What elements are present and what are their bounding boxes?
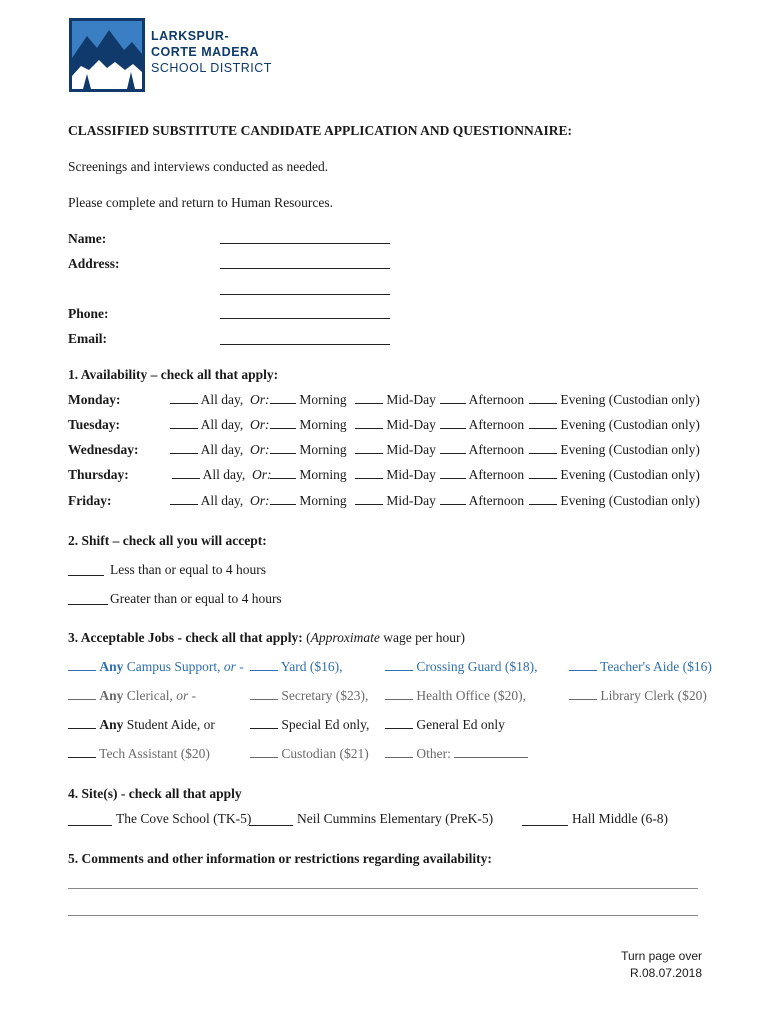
address-label: Address: bbox=[68, 256, 120, 271]
midday-friday[interactable] bbox=[355, 493, 436, 509]
midday-blank[interactable] bbox=[355, 467, 383, 479]
jobs-heading-rest: wage per hour) bbox=[379, 630, 465, 645]
midday-blank[interactable] bbox=[355, 392, 383, 404]
evening-blank[interactable] bbox=[529, 417, 557, 429]
morning-blank[interactable] bbox=[270, 392, 296, 404]
job-other[interactable] bbox=[385, 746, 528, 762]
afternoon-tuesday[interactable] bbox=[440, 417, 524, 433]
afternoon-thursday[interactable] bbox=[440, 467, 524, 483]
job-label: Teacher's Aide ($16) bbox=[600, 659, 712, 674]
afternoon-wednesday[interactable] bbox=[440, 442, 524, 458]
or-label: or - bbox=[176, 688, 197, 703]
morning-label: Morning bbox=[299, 493, 347, 508]
morning-monday[interactable] bbox=[270, 392, 347, 408]
all-day-thursday[interactable] bbox=[172, 467, 272, 483]
evening-label: Evening (Custodian only) bbox=[560, 417, 700, 432]
midday-label: Mid-Day bbox=[386, 493, 436, 508]
afternoon-label: Afternoon bbox=[468, 392, 525, 407]
morning-thursday[interactable] bbox=[270, 467, 347, 483]
evening-monday[interactable] bbox=[529, 392, 700, 408]
morning-label: Morning bbox=[299, 442, 347, 457]
comments-heading: 5. Comments and other information or restrictions regarding availability: bbox=[68, 851, 492, 866]
job-blank[interactable] bbox=[385, 717, 413, 729]
job-crossing-guard[interactable] bbox=[385, 659, 538, 675]
all-day-friday[interactable] bbox=[170, 493, 270, 509]
job-label: Crossing Guard ($18), bbox=[416, 659, 538, 674]
or-label: Or: bbox=[250, 392, 270, 407]
logo-line-2: CORTE MADERA bbox=[151, 45, 260, 59]
morning-friday[interactable] bbox=[270, 493, 347, 509]
or-label: or - bbox=[223, 659, 244, 674]
job-label: Health Office ($20), bbox=[416, 688, 526, 703]
job-any-clerical[interactable] bbox=[68, 688, 196, 704]
evening-blank[interactable] bbox=[529, 467, 557, 479]
day-label: Wednesday: bbox=[68, 442, 139, 457]
job-blank[interactable] bbox=[68, 659, 96, 671]
job-yard[interactable] bbox=[250, 659, 343, 675]
midday-blank[interactable] bbox=[355, 442, 383, 454]
midday-label: Mid-Day bbox=[386, 442, 436, 457]
comments-line-2[interactable] bbox=[68, 915, 698, 916]
or-label: Or: bbox=[252, 467, 272, 482]
morning-blank[interactable] bbox=[270, 442, 296, 454]
job-blank[interactable] bbox=[569, 659, 597, 671]
any-label: Any bbox=[99, 717, 124, 732]
all-day-label: All day, bbox=[202, 467, 246, 482]
job-any-campus-support[interactable] bbox=[68, 659, 244, 675]
afternoon-label: Afternoon bbox=[468, 493, 525, 508]
afternoon-blank[interactable] bbox=[440, 392, 466, 404]
day-label: Tuesday: bbox=[68, 417, 121, 432]
all-day-wednesday[interactable] bbox=[170, 442, 270, 458]
shift-long-label: Greater than or equal to 4 hours bbox=[110, 591, 282, 606]
day-monday bbox=[68, 392, 121, 408]
email-label: Email: bbox=[68, 331, 107, 346]
morning-label: Morning bbox=[299, 417, 347, 432]
site-neil-cummins-blank[interactable] bbox=[249, 825, 293, 826]
morning-blank[interactable] bbox=[270, 467, 296, 479]
shift-heading: 2. Shift – check all you will accept: bbox=[68, 533, 267, 548]
day-tuesday bbox=[68, 417, 120, 433]
job-blank[interactable] bbox=[385, 688, 413, 700]
site-hall-middle-blank[interactable] bbox=[522, 825, 568, 826]
midday-blank[interactable] bbox=[355, 417, 383, 429]
job-custodian[interactable] bbox=[250, 746, 369, 762]
other-field[interactable] bbox=[454, 746, 528, 758]
midday-label: Mid-Day bbox=[386, 417, 436, 432]
footer bbox=[621, 948, 702, 982]
job-blank[interactable] bbox=[250, 717, 278, 729]
job-label: Secretary ($23), bbox=[281, 688, 369, 703]
intro-return: Please complete and return to Human Resources. bbox=[68, 195, 334, 210]
evening-label: Evening (Custodian only) bbox=[560, 392, 700, 407]
job-blank[interactable] bbox=[385, 746, 413, 758]
jobs-heading-italic: Approximate bbox=[310, 630, 380, 645]
all-day-blank[interactable] bbox=[170, 442, 198, 454]
revision-code: R.08.07.2018 bbox=[629, 966, 702, 980]
all-day-label: All day, bbox=[200, 392, 244, 407]
evening-label: Evening (Custodian only) bbox=[560, 442, 700, 457]
morning-wednesday[interactable] bbox=[270, 442, 347, 458]
midday-label: Mid-Day bbox=[386, 467, 436, 482]
all-day-blank[interactable] bbox=[170, 493, 198, 505]
sites-heading: 4. Site(s) - check all that apply bbox=[68, 786, 242, 801]
job-blank[interactable] bbox=[385, 659, 413, 671]
evening-blank[interactable] bbox=[529, 442, 557, 454]
afternoon-friday[interactable] bbox=[440, 493, 524, 509]
job-label: Clerical, bbox=[123, 688, 177, 703]
afternoon-monday[interactable] bbox=[440, 392, 524, 408]
job-general-ed[interactable] bbox=[385, 717, 505, 733]
job-label: Custodian ($21) bbox=[281, 746, 369, 761]
afternoon-blank[interactable] bbox=[440, 493, 466, 505]
afternoon-blank[interactable] bbox=[440, 417, 466, 429]
day-wednesday bbox=[68, 442, 139, 458]
name-field[interactable] bbox=[220, 243, 390, 244]
job-label: Student Aide, or bbox=[123, 717, 215, 732]
intro-screenings: Screenings and interviews conducted as needed. bbox=[68, 159, 329, 174]
shift-short-blank[interactable] bbox=[68, 575, 104, 576]
evening-label: Evening (Custodian only) bbox=[560, 467, 700, 482]
day-thursday bbox=[68, 467, 129, 483]
morning-blank[interactable] bbox=[270, 417, 296, 429]
job-blank[interactable] bbox=[569, 688, 597, 700]
or-label: Or: bbox=[250, 417, 270, 432]
evening-label: Evening (Custodian only) bbox=[560, 493, 700, 508]
turn-page-over: Turn page over bbox=[621, 949, 702, 963]
midday-label: Mid-Day bbox=[386, 392, 436, 407]
day-friday bbox=[68, 493, 112, 509]
jobs-heading-bold: 3. Acceptable Jobs - check all that apply: bbox=[68, 630, 307, 645]
morning-blank[interactable] bbox=[270, 493, 296, 505]
afternoon-label: Afternoon bbox=[468, 467, 525, 482]
afternoon-label: Afternoon bbox=[468, 442, 525, 457]
email-field[interactable] bbox=[220, 344, 390, 345]
all-day-blank[interactable] bbox=[170, 392, 198, 404]
or-label: Or: bbox=[250, 493, 270, 508]
phone-field[interactable] bbox=[220, 318, 390, 319]
afternoon-blank[interactable] bbox=[440, 442, 466, 454]
job-label: Campus Support, bbox=[123, 659, 224, 674]
site-neil-cummins-label: Neil Cummins Elementary (PreK-5) bbox=[297, 811, 494, 826]
site-cove-blank[interactable] bbox=[68, 825, 112, 826]
all-day-monday[interactable] bbox=[170, 392, 270, 408]
all-day-blank[interactable] bbox=[170, 417, 198, 429]
job-secretary[interactable] bbox=[250, 688, 368, 704]
job-health-office[interactable] bbox=[385, 688, 526, 704]
job-label: General Ed only bbox=[416, 717, 505, 732]
site-hall-middle-label: Hall Middle (6-8) bbox=[572, 811, 668, 826]
midday-blank[interactable] bbox=[355, 493, 383, 505]
day-label: Thursday: bbox=[68, 467, 129, 482]
district-name bbox=[151, 28, 272, 76]
all-day-blank[interactable] bbox=[172, 467, 200, 479]
evening-blank[interactable] bbox=[529, 493, 557, 505]
any-label: Any bbox=[99, 688, 124, 703]
address-field-2[interactable] bbox=[220, 294, 390, 295]
name-label: Name: bbox=[68, 231, 107, 246]
phone-label: Phone: bbox=[68, 306, 109, 321]
any-label: Any bbox=[99, 659, 124, 674]
job-tech-assistant[interactable] bbox=[68, 746, 210, 762]
job-blank[interactable] bbox=[68, 688, 96, 700]
logo-line-3: SCHOOL DISTRICT bbox=[151, 61, 272, 75]
midday-wednesday[interactable] bbox=[355, 442, 436, 458]
site-cove-label: The Cove School (TK-5) bbox=[116, 811, 252, 826]
evening-tuesday[interactable] bbox=[529, 417, 700, 433]
or-label: Or: bbox=[250, 442, 270, 457]
midday-tuesday[interactable] bbox=[355, 417, 436, 433]
afternoon-blank[interactable] bbox=[440, 467, 466, 479]
job-label: Special Ed only, bbox=[281, 717, 370, 732]
morning-label: Morning bbox=[299, 392, 347, 407]
midday-thursday[interactable] bbox=[355, 467, 436, 483]
jobs-heading bbox=[68, 630, 465, 646]
jobs-heading-paren: ( bbox=[306, 630, 311, 645]
evening-wednesday[interactable] bbox=[529, 442, 700, 458]
all-day-label: All day, bbox=[200, 493, 244, 508]
evening-blank[interactable] bbox=[529, 392, 557, 404]
job-blank[interactable] bbox=[250, 746, 278, 758]
morning-tuesday[interactable] bbox=[270, 417, 347, 433]
all-day-label: All day, bbox=[200, 417, 244, 432]
address-field-1[interactable] bbox=[220, 268, 390, 269]
job-label: Yard ($16), bbox=[280, 659, 343, 674]
logo-line-1: LARKSPUR- bbox=[151, 29, 230, 43]
day-label: Monday: bbox=[68, 392, 121, 407]
job-blank[interactable] bbox=[250, 659, 278, 671]
evening-friday[interactable] bbox=[529, 493, 700, 509]
job-library-clerk[interactable] bbox=[569, 688, 707, 704]
job-blank[interactable] bbox=[68, 746, 96, 758]
job-blank[interactable] bbox=[250, 688, 278, 700]
job-label: Tech Assistant ($20) bbox=[99, 746, 210, 761]
job-any-student-aide[interactable] bbox=[68, 717, 215, 733]
district-logo bbox=[69, 18, 145, 92]
all-day-label: All day, bbox=[200, 442, 244, 457]
day-label: Friday: bbox=[68, 493, 112, 508]
shift-short-label: Less than or equal to 4 hours bbox=[110, 562, 266, 577]
shift-long-blank[interactable] bbox=[68, 604, 108, 605]
job-label: Library Clerk ($20) bbox=[600, 688, 707, 703]
job-label: Other: bbox=[416, 746, 451, 761]
all-day-tuesday[interactable] bbox=[170, 417, 270, 433]
comments-line-1[interactable] bbox=[68, 888, 698, 889]
job-blank[interactable] bbox=[68, 717, 96, 729]
midday-monday[interactable] bbox=[355, 392, 436, 408]
evening-thursday[interactable] bbox=[529, 467, 700, 483]
job-special-ed[interactable] bbox=[250, 717, 369, 733]
afternoon-label: Afternoon bbox=[468, 417, 525, 432]
availability-heading: 1. Availability – check all that apply: bbox=[68, 367, 279, 382]
job-teachers-aide[interactable] bbox=[569, 659, 712, 675]
morning-label: Morning bbox=[299, 467, 347, 482]
page-title: CLASSIFIED SUBSTITUTE CANDIDATE APPLICATION AND QUESTIONNAIRE: bbox=[68, 123, 572, 138]
